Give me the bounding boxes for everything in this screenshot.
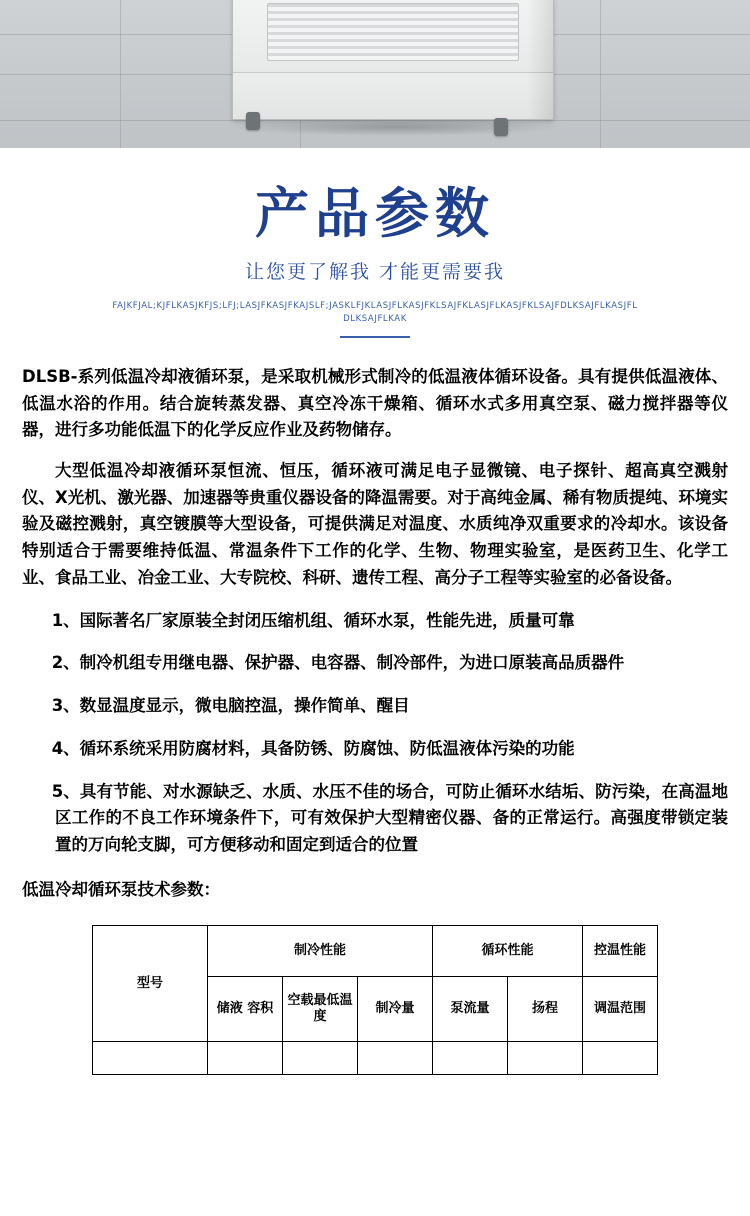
side-shading <box>527 0 553 119</box>
lower-panel <box>233 72 553 119</box>
header-cooling-performance: 制冷性能 <box>208 926 433 977</box>
caster-wheel <box>494 118 508 136</box>
list-item: 1、国际著名厂家原装全封闭压缩机组、循环水泵，性能先进，质量可靠 <box>51 610 575 630</box>
floor-line-vertical <box>600 0 601 148</box>
cell <box>208 1042 283 1075</box>
feature-list <box>22 608 728 859</box>
table-row <box>93 1042 658 1075</box>
cell <box>583 1042 658 1075</box>
page-subtitle: 让您更了解我 才能更需要我 <box>244 261 506 284</box>
header-temp-range: 调温范围 <box>583 977 658 1042</box>
cell <box>283 1042 358 1075</box>
title-block <box>0 148 750 338</box>
page-title: 产品参数 <box>255 182 495 245</box>
spec-table <box>92 925 658 1075</box>
cell <box>93 1042 208 1075</box>
product-photo <box>0 0 750 148</box>
header-temp-control: 控温性能 <box>583 926 658 977</box>
header-storage-volume: 储液 容积 <box>208 977 283 1042</box>
header-model: 型号 <box>93 926 208 1042</box>
spec-table-wrap <box>0 903 750 1075</box>
caster-wheel <box>246 112 260 130</box>
header-circulation-performance: 循环性能 <box>433 926 583 977</box>
paragraph-description: 大型低温冷却液循环泵恒流、恒压，循环液可满足电子显微镜、电子探针、超高真空溅射仪、X光机、激光器、加速器等贵重仪器设备的降温需要。对于高纯金属、稀有物质提纯、环境实验及磁控溅射，真空镀膜等大型设备，可提供满足对温度、水质纯净双重要求的冷却水。该设备特别适合于需要维持低温、常温条件下工作的化学、生物、物理实验室，是医药卫生、化学工业、食品工业、冶金工业、大专院校、科研、遗传工程、高分子工程等实验室的必备设备。 <box>22 461 728 587</box>
spec-table-label: 低温冷却循环泵技术参数： <box>22 879 220 899</box>
list-item: 4、循环系统采用防腐材料，具备防锈、防腐蚀、防低温液体污染的功能 <box>51 738 575 758</box>
list-item: 3、数显温度显示，微电脑控温，操作简单、醒目 <box>51 696 410 716</box>
table-header-row-groups <box>93 926 658 977</box>
cell <box>508 1042 583 1075</box>
header-pump-flow: 泵流量 <box>433 977 508 1042</box>
header-cooling-capacity: 制冷量 <box>358 977 433 1042</box>
chiller-unit-image <box>232 0 554 120</box>
header-head: 扬程 <box>508 977 583 1042</box>
header-min-temp: 空载最低温度 <box>283 977 358 1042</box>
body-content <box>0 338 750 904</box>
decorative-latin-text: FAJKFJAL;KJFLKASJKFJS;LFJ;LASJFKASJFKAJSLF;JASKLFJKLASJFLKASJFKLSAJFKLASJFLKASJFKLSAJFDLKSAJFLKASJFLDLKSAJFLKAK <box>112 301 638 325</box>
vent-grille <box>267 3 519 61</box>
list-item: 2、制冷机组专用继电器、保护器、电容器、制冷部件，为进口原装高品质器件 <box>51 653 625 673</box>
list-item: 5、具有节能、对水源缺乏、水质、水压不佳的场合，可防止循环水结垢、防污染，在高温地区工作的不良工作环境条件下，可有效保护大型精密仪器、备的正常运行。高强度带锁定装置的万向轮支脚，可方便移动和固定到适合的位置 <box>51 781 728 854</box>
cell <box>358 1042 433 1075</box>
floor-line-vertical <box>120 0 121 148</box>
paragraph-intro: DLSB-系列低温冷却液循环泵，是采取机械形式制冷的低温液体循环设备。具有提供低温液体、低温水浴的作用。结合旋转蒸发器、真空冷冻干燥箱、循环水式多用真空泵、磁力搅拌器等仪器，进行多功能低温下的化学反应作业及药物储存。 <box>22 366 728 440</box>
cell <box>433 1042 508 1075</box>
product-shadow <box>226 118 566 136</box>
